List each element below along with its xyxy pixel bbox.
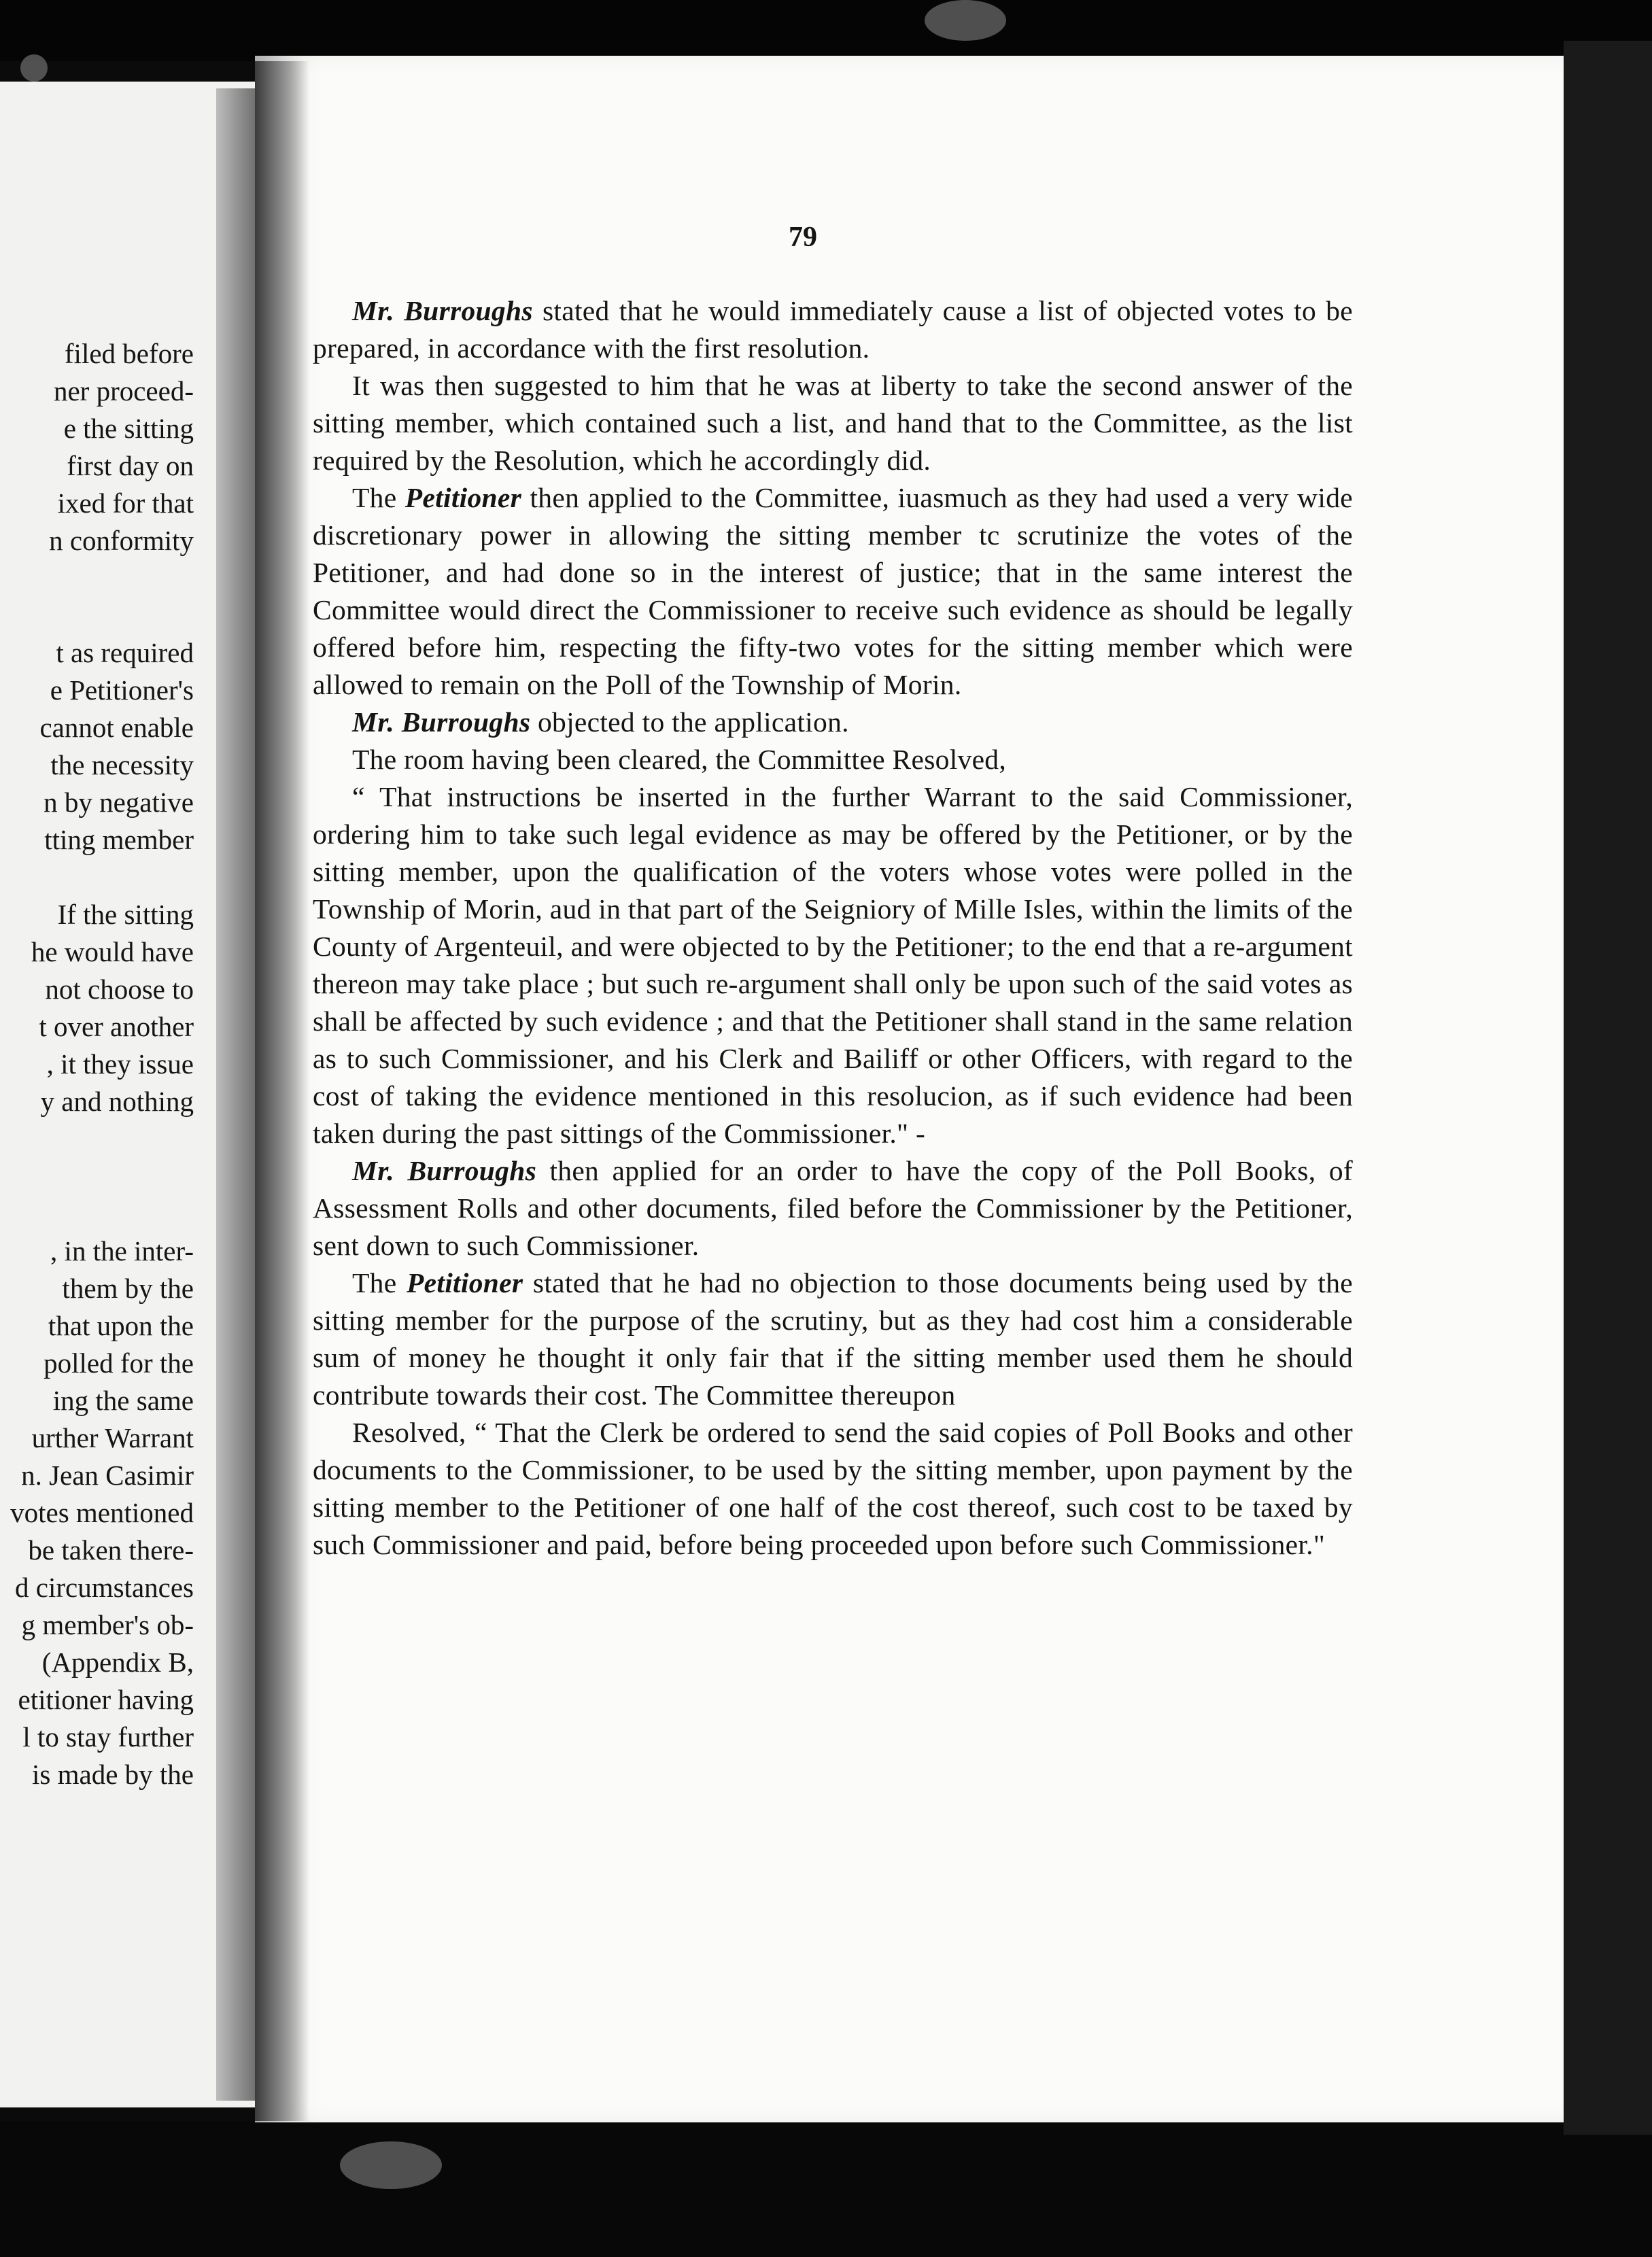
paragraph: Mr. Burroughs stated that he would immediately cause a list of objected votes to be prepared, in accordance with the first resolution. (313, 295, 1353, 364)
left-line: that upon the (48, 1310, 194, 1341)
scan-border-bottom (0, 2121, 1652, 2257)
facing-page-text (0, 335, 194, 1793)
paragraph: Mr. Burroughs then applied for an order to have the copy of the Poll Books, of Assessment Rolls and other documents, filed before the Commissioner by the Petitioner, sent down to such Commissioner. (313, 1155, 1353, 1261)
left-line: the necessity (50, 749, 194, 780)
left-line: cannot enable (39, 712, 194, 743)
scan-border-right (1564, 41, 1652, 2135)
left-line: n. Jean Casimir (21, 1460, 194, 1491)
left-line: n by negative (44, 787, 194, 818)
left-line: first day on (67, 450, 194, 481)
left-line: be taken there- (28, 1534, 194, 1566)
left-line: e the sitting (63, 413, 194, 444)
paragraph: Mr. Burroughs objected to the application. (352, 706, 849, 738)
left-line: (Appendix B, (41, 1647, 194, 1678)
left-line: ing the same (52, 1385, 194, 1416)
left-line: filed before (64, 338, 194, 369)
left-line: d circumstances (15, 1572, 194, 1603)
paragraph: The Petitioner then applied to the Committee, iuasmuch as they had used a very wide discretionary power in allowing the sitting member tc scrutinize the votes of the Petitioner, and had done so in the interest of justice; that in the same interest the Committee would direct the Commissioner to receive such evidence as should be legally offered before him, respecting the fifty-two votes for the sitting member which were allowed to remain on the Poll of the Township of Morin. (313, 482, 1353, 700)
left-line: , it they issue (46, 1048, 194, 1080)
left-line: l to stay further (22, 1721, 194, 1753)
left-line: g member's ob- (21, 1609, 194, 1640)
speaker-name: Mr. Burroughs (352, 706, 531, 738)
left-line: votes mentioned (10, 1497, 194, 1528)
left-line: he would have (31, 936, 194, 967)
page-body (313, 292, 1353, 1564)
left-line: not choose to (45, 974, 194, 1005)
scan-blemish (340, 2141, 442, 2189)
page-number: 79 (789, 222, 817, 253)
left-line: e Petitioner's (50, 674, 194, 706)
left-line: tting member (44, 824, 194, 855)
left-line: is made by the (32, 1759, 194, 1790)
speaker-name: Petitioner (405, 482, 522, 513)
left-line: polled for the (44, 1347, 194, 1379)
paragraph: It was then suggested to him that he was at liberty to take the second answer of the sitting member, which contained such a list, and hand that to the Committee, as the list required by the Resolution, which he accordingly did. (313, 370, 1353, 476)
left-line: y and nothing (40, 1086, 194, 1117)
speaker-name: Petitioner (407, 1267, 523, 1298)
left-line: If the sitting (57, 899, 194, 930)
resolution-quote: “ That instructions be inserted in the further Warrant to the said Commissioner, ordering him to take such legal evidence as may be offered by the Petitioner, or by the sitting member, upon the qualification of the voters whose votes were polled in the Township of Morin, aud in that part of the Seigniory of Mille Isles, within the limits of the County of Argenteuil, and were objected to by the Petitioner; to the end that a re-argument thereon may take place ; but such re-argument shall only be upon such of the said votes as shall be affected by such evidence ; and that the Petitioner shall stand in the same relation as to such Commissioner, and his Clerk and Bailiff or other Officers, with regard to the cost of taking the evidence mentioned in this resolucion, as if such evidence had been taken during the past sittings of the Commissioner." - (313, 781, 1353, 1149)
left-line: t as required (56, 637, 194, 668)
page-binding-shadow (255, 61, 309, 2121)
left-line: t over another (39, 1011, 194, 1042)
left-line: them by the (62, 1273, 194, 1304)
paragraph: The room having been cleared, the Committee Resolved, (352, 744, 1007, 775)
scan-blemish (20, 54, 48, 82)
paragraph: The Petitioner stated that he had no objection to those documents being used by the sitting member for the purpose of the scrutiny, but as they had cost him a considerable sum of money he thought it only fair that if the sitting member used them he should contribute towards their cost. The Committee thereupon (313, 1267, 1353, 1411)
left-line: n conformity (49, 525, 194, 556)
speaker-name: Mr. Burroughs (352, 1155, 537, 1186)
scan-blemish (925, 0, 1006, 41)
left-line: , in the inter- (50, 1235, 194, 1267)
resolution-quote: Resolved, “ That the Clerk be ordered to send the said copies of Poll Books and other documents to the Commissioner, to be used by the sitting member, upon payment by the sitting member to the Petitioner of one half of the cost thereof, such cost to be taxed by such Commissioner and paid, before being proceeded upon before such Commissioner." (313, 1417, 1353, 1560)
left-line: etitioner having (18, 1684, 194, 1715)
left-line: ner proceed- (53, 375, 194, 407)
speaker-name: Mr. Burroughs (352, 295, 533, 326)
scan-border-top (0, 0, 1652, 61)
left-line: ixed for that (57, 487, 194, 519)
left-line: urther Warrant (31, 1422, 194, 1453)
